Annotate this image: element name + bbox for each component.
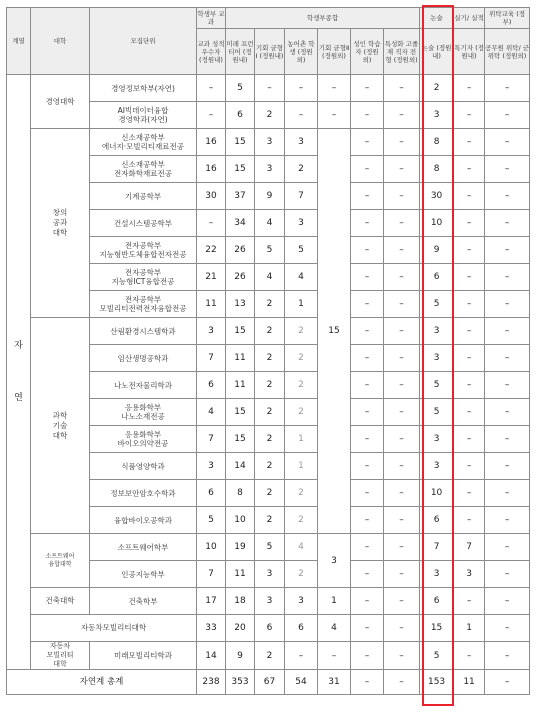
header-gyogwa: 학생부 교과 bbox=[197, 8, 226, 29]
cell: 34 bbox=[226, 210, 255, 237]
cell: 6 bbox=[197, 480, 226, 507]
cell: 3 bbox=[420, 426, 454, 453]
cell: – bbox=[285, 642, 318, 670]
header-college: 대학 bbox=[31, 8, 90, 75]
college-cell: 과학 기술 대학 bbox=[31, 318, 90, 534]
major-cell: 미래모빌리티학과 bbox=[90, 642, 197, 670]
college-cell: 경영대학 bbox=[31, 75, 90, 129]
cell: – bbox=[255, 75, 285, 102]
cell: – bbox=[485, 264, 530, 291]
college-cell: 창의 공과 대학 bbox=[31, 129, 90, 318]
major-cell: 인공지능학부 bbox=[90, 561, 197, 588]
cell: – bbox=[351, 129, 384, 156]
major-cell: AI빅데이터융합 경영학과(자연) bbox=[90, 102, 197, 129]
subheader: 성인 학습자 (정원외) bbox=[351, 29, 384, 75]
cell: 7 bbox=[197, 561, 226, 588]
cell: 6 bbox=[197, 372, 226, 399]
cell: – bbox=[351, 534, 384, 561]
cell: 15 bbox=[226, 426, 255, 453]
cell: 11 bbox=[197, 291, 226, 318]
major-cell: 식품영양학과 bbox=[90, 453, 197, 480]
cell: – bbox=[197, 102, 226, 129]
cell: 5 bbox=[255, 237, 285, 264]
cell: 15 bbox=[226, 399, 255, 426]
header-gyeyeol: 계열 bbox=[7, 8, 31, 75]
cell: – bbox=[485, 345, 530, 372]
cell: – bbox=[351, 264, 384, 291]
cell: 5 bbox=[285, 237, 318, 264]
total-cell: 67 bbox=[255, 670, 285, 695]
cell: 1 bbox=[285, 453, 318, 480]
cell: – bbox=[384, 372, 420, 399]
cell: – bbox=[197, 75, 226, 102]
cell: – bbox=[351, 210, 384, 237]
cell: – bbox=[384, 642, 420, 670]
cell: 2 bbox=[255, 480, 285, 507]
cell: 7 bbox=[197, 426, 226, 453]
major-cell: 정보보안암호수학과 bbox=[90, 480, 197, 507]
cell: 4 bbox=[285, 264, 318, 291]
cell: 6 bbox=[285, 615, 318, 642]
cell: 2 bbox=[285, 399, 318, 426]
cell: 9 bbox=[255, 183, 285, 210]
cell: 6 bbox=[420, 507, 454, 534]
cell: – bbox=[351, 561, 384, 588]
cell: 3 bbox=[285, 210, 318, 237]
cell: – bbox=[454, 426, 485, 453]
cell: 15 bbox=[420, 615, 454, 642]
cell: – bbox=[351, 183, 384, 210]
cell: – bbox=[454, 210, 485, 237]
cell: – bbox=[384, 237, 420, 264]
cell: – bbox=[351, 156, 384, 183]
cell: – bbox=[384, 453, 420, 480]
total-row bbox=[7, 670, 530, 695]
table-row bbox=[7, 534, 530, 561]
cell: 10 bbox=[197, 534, 226, 561]
cell: 20 bbox=[226, 615, 255, 642]
cell: – bbox=[384, 183, 420, 210]
subheader: 기회 균형Ⅰ (정원내) bbox=[255, 29, 285, 75]
cell: 3 bbox=[420, 561, 454, 588]
cell: 15 bbox=[226, 129, 255, 156]
cell: 16 bbox=[197, 129, 226, 156]
cell: – bbox=[351, 480, 384, 507]
major-cell: 응용화학부 바이오의약전공 bbox=[90, 426, 197, 453]
college-cell: 자동차 모빌리티 대학 bbox=[31, 642, 90, 670]
cell: – bbox=[197, 210, 226, 237]
cell: – bbox=[285, 102, 318, 129]
cell: 17 bbox=[197, 588, 226, 615]
major-cell: 소프트웨어학부 bbox=[90, 534, 197, 561]
merged-kihoe2-cell: 4 bbox=[318, 615, 351, 642]
cell: – bbox=[351, 345, 384, 372]
cell: 3 bbox=[285, 588, 318, 615]
major-cell: 전자공학부 지능형ICT융합전공 bbox=[90, 264, 197, 291]
cell: – bbox=[485, 480, 530, 507]
subheader: 교과 성적 우수자 (정원내) bbox=[197, 29, 226, 75]
subheader: 특성화 고졸재 직자 전형 (정원외) bbox=[384, 29, 420, 75]
subheader: 미래 프런 티어 (정원내) bbox=[226, 29, 255, 75]
merged-kihoe2-cell: 15 bbox=[318, 129, 351, 534]
cell: – bbox=[351, 426, 384, 453]
cell: 5 bbox=[226, 75, 255, 102]
cell: – bbox=[454, 372, 485, 399]
cell: – bbox=[351, 102, 384, 129]
cell: 5 bbox=[420, 372, 454, 399]
cell: – bbox=[454, 507, 485, 534]
cell: 7 bbox=[454, 534, 485, 561]
cell: – bbox=[351, 75, 384, 102]
cell: 18 bbox=[226, 588, 255, 615]
cell: – bbox=[485, 561, 530, 588]
cell: – bbox=[384, 615, 420, 642]
cell: 1 bbox=[285, 291, 318, 318]
cell: 11 bbox=[226, 372, 255, 399]
table-row bbox=[7, 615, 530, 642]
cell: 7 bbox=[420, 534, 454, 561]
cell: 26 bbox=[226, 264, 255, 291]
cell: – bbox=[384, 426, 420, 453]
cell: – bbox=[351, 291, 384, 318]
total-cell: 353 bbox=[226, 670, 255, 695]
cell: 8 bbox=[420, 129, 454, 156]
cell: 7 bbox=[285, 183, 318, 210]
subheader: 기회 균형Ⅱ (정원외) bbox=[318, 29, 351, 75]
cell: 26 bbox=[226, 237, 255, 264]
major-cell: 나노전자물리학과 bbox=[90, 372, 197, 399]
cell: 3 bbox=[197, 453, 226, 480]
header-wibe: 위탁교육 (정부) bbox=[485, 8, 530, 29]
cell: 37 bbox=[226, 183, 255, 210]
cell: – bbox=[351, 237, 384, 264]
cell: 4 bbox=[255, 210, 285, 237]
cell: 5 bbox=[255, 534, 285, 561]
major-cell: 전자공학부 지능형반도체융합전자전공 bbox=[90, 237, 197, 264]
cell: – bbox=[485, 372, 530, 399]
total-cell: 11 bbox=[454, 670, 485, 695]
cell: 22 bbox=[197, 237, 226, 264]
gyeyeol-cell: 자 연 bbox=[7, 75, 31, 670]
cell: – bbox=[454, 345, 485, 372]
subheader: 공무원 위탁/ 군위탁 (정원외) bbox=[485, 29, 530, 75]
cell: 2 bbox=[285, 345, 318, 372]
cell: – bbox=[384, 129, 420, 156]
subheader: 농어촌 학생 (정원외) bbox=[285, 29, 318, 75]
cell: 13 bbox=[226, 291, 255, 318]
total-label: 자연계 총계 bbox=[7, 670, 197, 695]
major-cell: 임산생명공학과 bbox=[90, 345, 197, 372]
total-cell: 238 bbox=[197, 670, 226, 695]
cell: 8 bbox=[420, 156, 454, 183]
major-cell: 융합바이오공학과 bbox=[90, 507, 197, 534]
cell: 6 bbox=[420, 264, 454, 291]
cell: – bbox=[454, 318, 485, 345]
cell: 2 bbox=[285, 561, 318, 588]
admission-table bbox=[6, 7, 530, 695]
major-cell: 기계공학부 bbox=[90, 183, 197, 210]
cell: – bbox=[351, 615, 384, 642]
table-row bbox=[7, 318, 530, 345]
cell: – bbox=[318, 642, 351, 670]
cell: 3 bbox=[255, 588, 285, 615]
cell: – bbox=[351, 318, 384, 345]
cell: 1 bbox=[454, 615, 485, 642]
subheader: 특기자 (정원내) bbox=[454, 29, 485, 75]
cell: – bbox=[285, 75, 318, 102]
cell: – bbox=[384, 507, 420, 534]
cell: – bbox=[454, 264, 485, 291]
cell: – bbox=[454, 183, 485, 210]
cell: – bbox=[485, 642, 530, 670]
cell: – bbox=[454, 237, 485, 264]
header-jonghap: 학생부종합 bbox=[226, 8, 420, 29]
cell: – bbox=[485, 102, 530, 129]
cell: 6 bbox=[226, 102, 255, 129]
cell: – bbox=[351, 453, 384, 480]
cell: 3 bbox=[420, 345, 454, 372]
cell: 5 bbox=[420, 642, 454, 670]
total-cell: – bbox=[384, 670, 420, 695]
cell: 2 bbox=[255, 453, 285, 480]
cell: 2 bbox=[285, 480, 318, 507]
merged-kihoe2-cell: 1 bbox=[318, 588, 351, 615]
cell: 2 bbox=[285, 318, 318, 345]
cell: 33 bbox=[197, 615, 226, 642]
cell: 10 bbox=[420, 210, 454, 237]
major-cell: 신소재공학부 에너지·모빌리티재료전공 bbox=[90, 129, 197, 156]
total-cell: 153 bbox=[420, 670, 454, 695]
cell: – bbox=[454, 480, 485, 507]
cell: – bbox=[485, 399, 530, 426]
cell: – bbox=[485, 588, 530, 615]
cell: 11 bbox=[226, 561, 255, 588]
cell: 2 bbox=[255, 345, 285, 372]
cell: 8 bbox=[226, 480, 255, 507]
cell: 10 bbox=[226, 507, 255, 534]
cell: 30 bbox=[420, 183, 454, 210]
cell: – bbox=[384, 561, 420, 588]
cell: – bbox=[485, 129, 530, 156]
college-cell: 건축대학 bbox=[31, 588, 90, 615]
cell: – bbox=[384, 480, 420, 507]
cell: 7 bbox=[197, 345, 226, 372]
cell: – bbox=[454, 291, 485, 318]
cell: 2 bbox=[255, 372, 285, 399]
cell: 4 bbox=[197, 399, 226, 426]
total-cell: – bbox=[485, 670, 530, 695]
cell: 21 bbox=[197, 264, 226, 291]
major-cell: 건축학부 bbox=[90, 588, 197, 615]
major-cell: 산림환경시스템학과 bbox=[90, 318, 197, 345]
cell: – bbox=[384, 210, 420, 237]
cell: – bbox=[454, 75, 485, 102]
cell: – bbox=[485, 318, 530, 345]
cell: – bbox=[351, 399, 384, 426]
cell: 2 bbox=[255, 642, 285, 670]
cell: 11 bbox=[226, 345, 255, 372]
header-silgi: 실기/ 실적 bbox=[454, 8, 485, 29]
cell: – bbox=[485, 75, 530, 102]
college-cell: 소프트웨어 융합대학 bbox=[31, 534, 90, 588]
cell: – bbox=[384, 318, 420, 345]
cell: 3 bbox=[255, 561, 285, 588]
cell: 2 bbox=[285, 507, 318, 534]
cell: 30 bbox=[197, 183, 226, 210]
cell: 14 bbox=[197, 642, 226, 670]
cell: – bbox=[384, 264, 420, 291]
cell: – bbox=[351, 642, 384, 670]
total-cell: – bbox=[351, 670, 384, 695]
major-cell: 경영정보학부(자연) bbox=[90, 75, 197, 102]
cell: – bbox=[485, 183, 530, 210]
table-row bbox=[7, 588, 530, 615]
cell: 10 bbox=[420, 480, 454, 507]
cell: 3 bbox=[285, 129, 318, 156]
merged-kihoe2-cell: 3 bbox=[318, 534, 351, 588]
cell: 2 bbox=[285, 372, 318, 399]
cell: – bbox=[454, 156, 485, 183]
major-cell: 건설시스템공학부 bbox=[90, 210, 197, 237]
cell: – bbox=[351, 372, 384, 399]
major-cell: 신소재공학부 전자화학재료전공 bbox=[90, 156, 197, 183]
cell: – bbox=[384, 345, 420, 372]
total-cell: 54 bbox=[285, 670, 318, 695]
cell: 9 bbox=[420, 237, 454, 264]
cell: – bbox=[384, 75, 420, 102]
header-nonsul: 논술 bbox=[420, 8, 454, 29]
cell: 4 bbox=[255, 264, 285, 291]
cell: – bbox=[384, 291, 420, 318]
cell: – bbox=[384, 534, 420, 561]
cell: – bbox=[454, 588, 485, 615]
cell: 5 bbox=[197, 507, 226, 534]
cell: – bbox=[454, 642, 485, 670]
cell: 3 bbox=[420, 102, 454, 129]
cell: – bbox=[454, 102, 485, 129]
cell: 19 bbox=[226, 534, 255, 561]
cell: – bbox=[454, 453, 485, 480]
cell: 5 bbox=[420, 399, 454, 426]
cell: – bbox=[351, 588, 384, 615]
cell: 2 bbox=[255, 399, 285, 426]
cell: 4 bbox=[285, 534, 318, 561]
cell: 15 bbox=[226, 156, 255, 183]
cell: – bbox=[384, 102, 420, 129]
cell: 1 bbox=[285, 426, 318, 453]
cell: 15 bbox=[226, 318, 255, 345]
cell: 3 bbox=[255, 129, 285, 156]
cell: 5 bbox=[420, 291, 454, 318]
cell: 2 bbox=[255, 507, 285, 534]
cell: – bbox=[485, 615, 530, 642]
table-row bbox=[7, 642, 530, 670]
cell: – bbox=[318, 75, 351, 102]
major-cell: 응용화학부 나노소재전공 bbox=[90, 399, 197, 426]
cell: – bbox=[485, 534, 530, 561]
cell: 2 bbox=[420, 75, 454, 102]
cell: 2 bbox=[285, 156, 318, 183]
cell: 3 bbox=[197, 318, 226, 345]
total-cell: 31 bbox=[318, 670, 351, 695]
cell: – bbox=[351, 507, 384, 534]
cell: 2 bbox=[255, 291, 285, 318]
cell: 3 bbox=[420, 453, 454, 480]
cell: – bbox=[454, 399, 485, 426]
cell: 3 bbox=[255, 156, 285, 183]
cell: – bbox=[485, 507, 530, 534]
cell: 3 bbox=[454, 561, 485, 588]
major-cell: 전자공학부 모빌리티전력전자융합전공 bbox=[90, 291, 197, 318]
college-merged-cell: 자동차모빌리티대학 bbox=[31, 615, 197, 642]
cell: – bbox=[384, 156, 420, 183]
cell: 6 bbox=[255, 615, 285, 642]
cell: – bbox=[318, 102, 351, 129]
cell: – bbox=[485, 291, 530, 318]
cell: – bbox=[454, 129, 485, 156]
cell: 9 bbox=[226, 642, 255, 670]
cell: – bbox=[485, 156, 530, 183]
cell: 6 bbox=[420, 588, 454, 615]
subheader: 논술 (정원내) bbox=[420, 29, 454, 75]
cell: – bbox=[485, 453, 530, 480]
table-row bbox=[7, 75, 530, 102]
header-major: 모집단위 bbox=[90, 8, 197, 75]
cell: – bbox=[384, 588, 420, 615]
cell: – bbox=[384, 399, 420, 426]
admission-table-container bbox=[6, 7, 530, 695]
cell: 3 bbox=[420, 318, 454, 345]
cell: – bbox=[485, 237, 530, 264]
cell: 2 bbox=[255, 102, 285, 129]
cell: 16 bbox=[197, 156, 226, 183]
table-row bbox=[7, 129, 530, 156]
cell: – bbox=[485, 426, 530, 453]
cell: 2 bbox=[255, 318, 285, 345]
cell: – bbox=[485, 210, 530, 237]
cell: 2 bbox=[255, 426, 285, 453]
cell: 14 bbox=[226, 453, 255, 480]
